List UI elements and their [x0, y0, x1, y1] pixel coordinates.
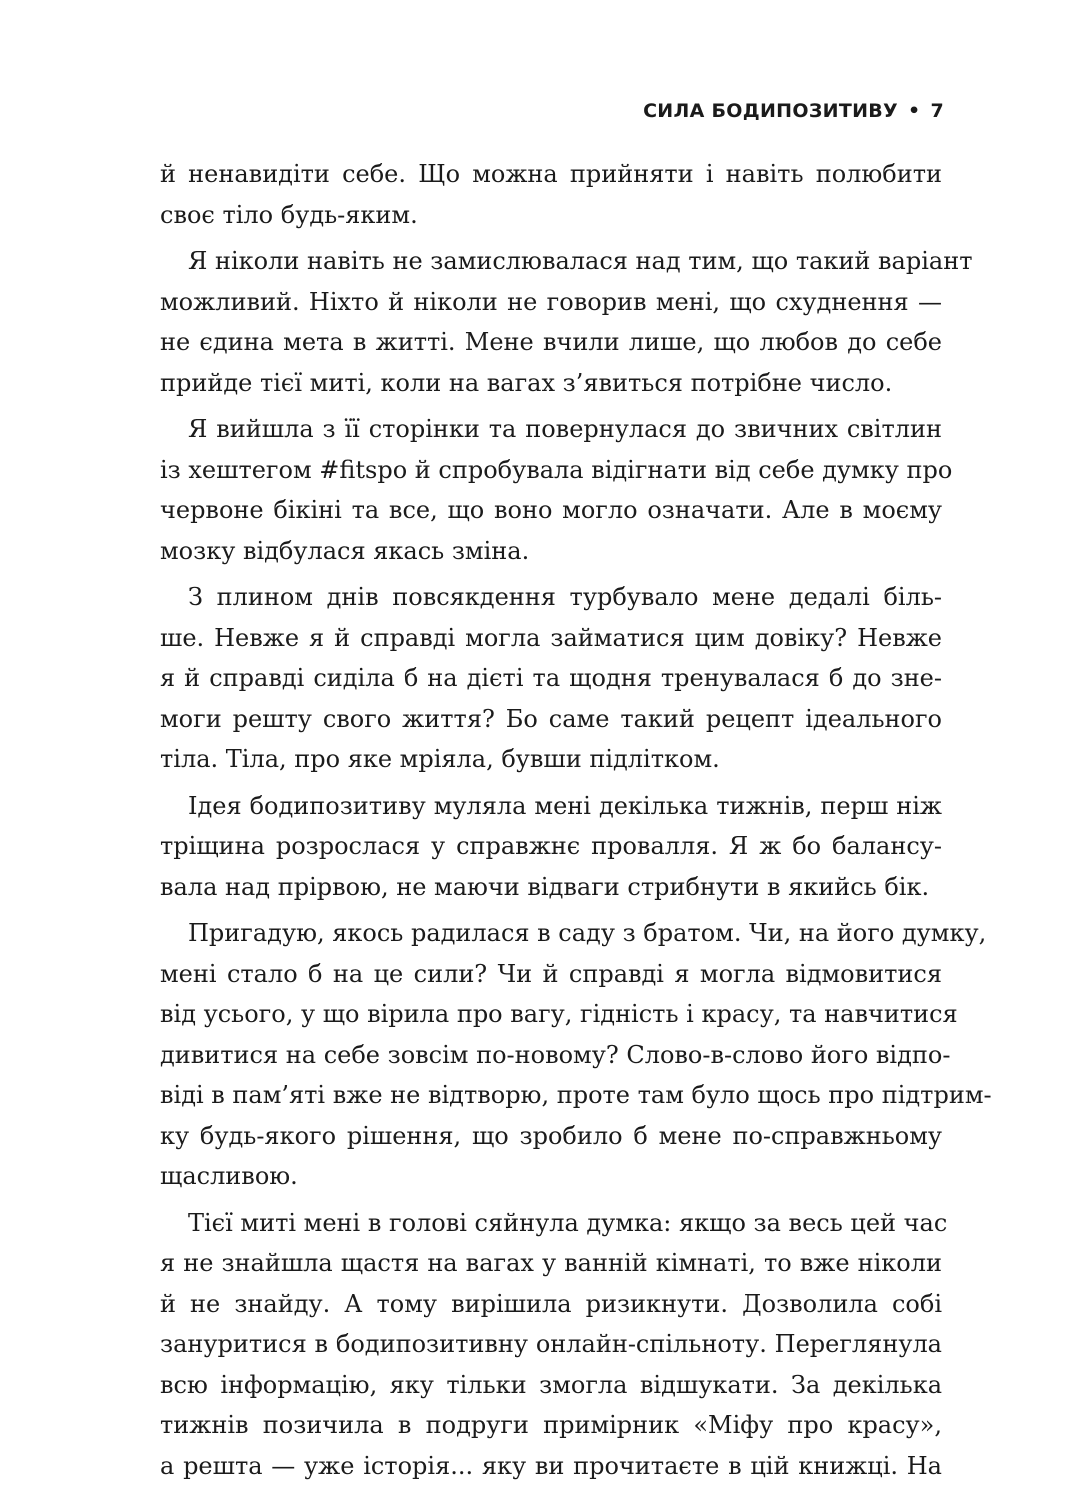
running-head	[643, 100, 944, 122]
text-line: дивитися на себе зовсім по-новому? Слово-в-слово його відпо-	[160, 1040, 951, 1069]
text-line: вала над прірвою, не маючи відваги стрибнути в якийсь бік.	[160, 872, 930, 901]
text-line: своє тіло будь-яким.	[160, 200, 418, 229]
text-line: ку будь-якого рішення, що зробило б мене по-справжньому	[160, 1121, 942, 1150]
text-line: Ідея бодипозитиву муляла мені декілька тижнів, перш ніж	[188, 791, 942, 820]
text-line: й не знайду. А тому вирішила ризикнути. Дозволила собі	[160, 1289, 942, 1318]
paragraph	[160, 154, 942, 235]
text-line: мозку відбулася якась зміна.	[160, 536, 530, 565]
text-line: віді в пам’яті вже не відтворю, проте там було щось про підтрим-	[160, 1081, 992, 1109]
text-line: тріщина розрослася у справжнє провалля. Я ж бо балансу-	[160, 832, 942, 860]
text-line: я не знайшла щастя на вагах у ванній кімнаті, то вже ніколи	[160, 1249, 942, 1277]
text-line: Я вийшла з її сторінки та повернулася до звичних світлин	[188, 415, 942, 443]
text-line: із хештегом #fitspo й спробувала відігнати від себе думку про	[160, 455, 953, 484]
text-line: й ненавидіти себе. Що можна прийняти і навіть полюбити	[160, 160, 942, 188]
text-line: можливий. Ніхто й ніколи не говорив мені, що схуднення —	[160, 287, 942, 316]
page-number: 7	[930, 100, 944, 122]
text-line: Я ніколи навіть не замислювалася над тим, що такий варіант	[188, 247, 973, 275]
text-line: а решта — уже історія... яку ви прочитаєте в цій книжці. На	[160, 1451, 942, 1480]
text-line: щасливою.	[160, 1162, 298, 1190]
text-line: тижнів позичила в подруги примірник «Міфу про красу»,	[160, 1411, 942, 1439]
paragraph	[160, 241, 973, 403]
text-line: зануритися в бодипозитивну онлайн-спільноту. Переглянула	[160, 1330, 942, 1358]
paragraph	[160, 1203, 948, 1487]
text-line: ше. Невже я й справді могла займатися цим довіку? Невже	[160, 623, 942, 652]
text-line: Тієї миті мені в голові сяйнула думка: якщо за весь цей час	[188, 1208, 948, 1237]
text-line: З плином днів повсякдення турбувало мене дедалі біль-	[188, 583, 942, 611]
paragraph	[160, 577, 942, 780]
text-line: Пригадую, якось радилася в саду з братом. Чи, на його думку,	[188, 919, 987, 947]
paragraph	[160, 786, 942, 908]
text-line: не єдина мета в житті. Мене вчили лише, що любов до себе	[160, 328, 942, 356]
text-line: від усього, у що вірила про вагу, гідність і красу, та навчитися	[160, 1000, 958, 1028]
paragraph	[160, 409, 953, 571]
text-line: мені стало б на це сили? Чи й справді я могла відмовитися	[160, 959, 942, 988]
text-line: прийде тієї миті, коли на вагах з’явиться потрібне число.	[160, 368, 893, 397]
text-line: тіла. Тіла, про яке мріяла, бувши підлітком.	[160, 745, 720, 773]
running-head-separator: •	[908, 100, 921, 122]
text-line: всю інформацію, яку тільки змогла відшукати. За декілька	[160, 1370, 942, 1399]
text-line: моги решту свого життя? Бо саме такий рецепт ідеального	[160, 704, 942, 733]
body-text	[160, 154, 992, 1492]
text-line: червоне бікіні та все, що воно могло означати. Але в моєму	[160, 496, 942, 524]
paragraph	[160, 913, 992, 1197]
running-head-title: СИЛА БОДИПОЗИТИВУ	[643, 100, 899, 122]
text-line: я й справді сиділа б на дієті та щодня тренувалася б до зне-	[160, 664, 942, 692]
